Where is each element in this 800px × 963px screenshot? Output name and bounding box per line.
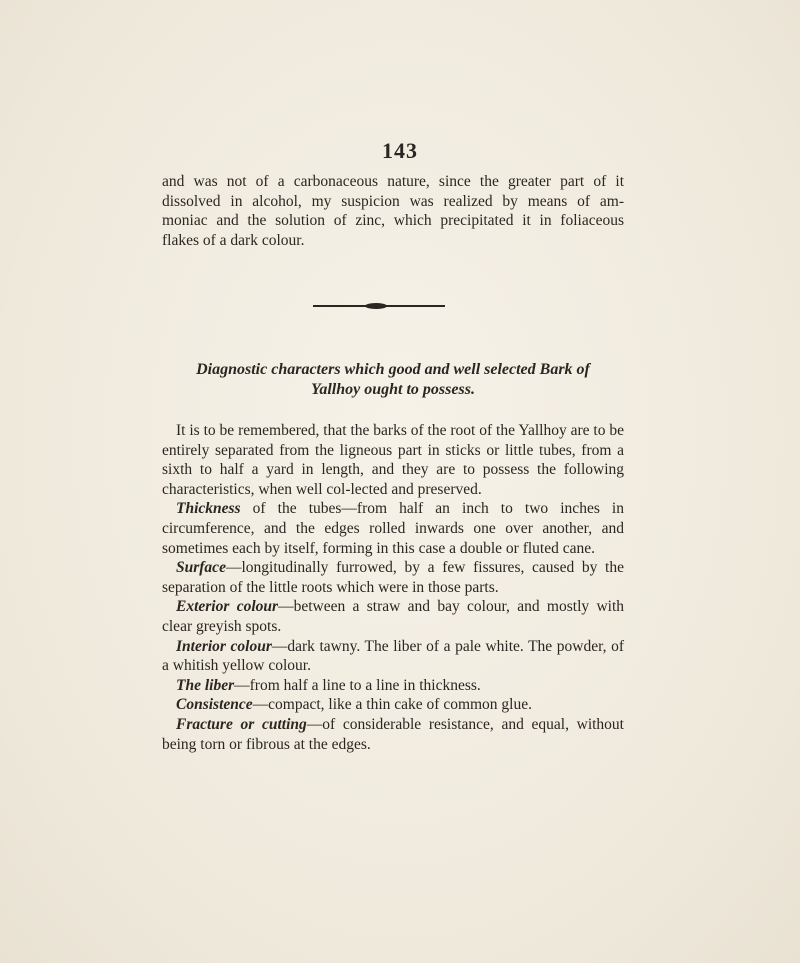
- characteristic-paragraph: [162, 637, 624, 676]
- characteristic-term: Surface: [176, 559, 226, 577]
- intro-line: dissolved in alcohol, my suspicion was realized by means of am-: [162, 192, 624, 210]
- characteristic-text: —between a straw and bay colour, and mostly with clear greyish spots.: [162, 598, 625, 635]
- characteristics-section: [162, 421, 624, 754]
- characteristic-paragraph: [162, 715, 624, 754]
- characteristic-paragraph: [162, 676, 624, 696]
- section-heading-line: Yallhoy ought to possess.: [311, 380, 475, 398]
- characteristic-text: —compact, like a thin cake of common glue.: [252, 696, 532, 714]
- section-divider: [313, 305, 445, 307]
- characteristic-text: of the tubes—from half an inch to two inches in circumference, and the edges rolled inwards one over another, and sometimes each by itself, forming in this case a double or fluted cane.: [162, 500, 624, 557]
- intro-line: and was not of a carbonaceous nature, since the greater part of it: [162, 173, 624, 190]
- intro-line: flakes of a dark colour.: [162, 231, 305, 249]
- section-heading-line: Diagnostic characters which good and well selected Bark of: [196, 361, 590, 378]
- characteristic-text: —of considerable resistance, and equal, without being torn or fibrous at the edges.: [162, 715, 624, 753]
- characteristic-text: —longitudinally furrowed, by a few fissures, caused by the separation of the little roots which were in those parts.: [162, 559, 624, 596]
- characteristic-term: Interior colour: [176, 637, 272, 655]
- section-heading: [162, 360, 624, 399]
- page-number: 143: [382, 138, 418, 163]
- characteristic-term: Exterior colour: [176, 598, 279, 616]
- opening-paragraph: It is to be remembered, that the barks of the root of the Yallhoy are to be entirely separated from the ligneous part in sticks or little tubes, from a sixth to half a yard in length, and they are to possess the following characteristics, when well col-lected and preserved.: [162, 422, 624, 498]
- characteristic-term: Consistence: [176, 696, 253, 714]
- characteristic-paragraph: [162, 695, 624, 715]
- characteristic-term: Thickness: [176, 500, 241, 518]
- characteristic-text: —dark tawny. The liber of a pale white. The powder, of a whitish yellow colour.: [162, 637, 624, 675]
- intro-line: moniac and the solution of zinc, which precipitated it in foliaceous: [162, 212, 624, 230]
- intro-paragraph: [162, 172, 624, 250]
- characteristic-term: Fracture or cutting: [176, 715, 307, 733]
- characteristic-paragraph: [162, 499, 624, 558]
- characteristic-paragraph: [162, 558, 624, 597]
- characteristic-text: —from half a line to a line in thickness.: [234, 676, 481, 694]
- characteristic-term: The liber: [176, 676, 235, 694]
- characteristic-paragraph: [162, 597, 624, 636]
